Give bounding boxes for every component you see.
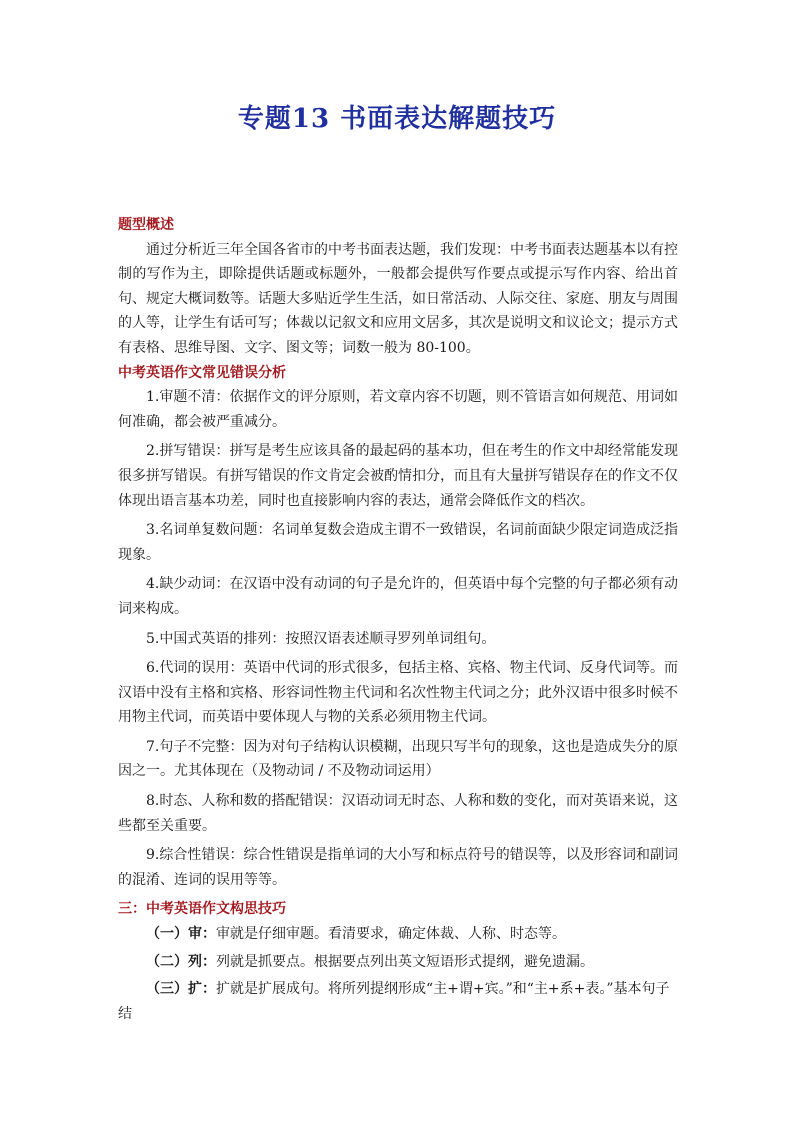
technique-label: （二）列：: [146, 953, 216, 970]
technique-item: [118, 922, 678, 947]
technique-label: （一）审：: [146, 926, 216, 943]
section-heading-errors: 中考英语作文常见错误分析: [118, 364, 286, 381]
overview-paragraph: 通过分析近三年全国各省市的中考书面表达题，我们发现：中考书面表达题基本以有控制的写作为主，即除提供话题或标题外，一般都会提供写作要点或提示写作内容、给出首句、规定大概词数等。话题大多贴近学生生活，如日常活动、人际交往、家庭、朋友与周围的人等，让学生有话可写；体裁以记叙文和应用文居多，其次是说明文和议论文；提示方式有表格、思维导图、文字、图文等；词数一般为 80-100。: [118, 241, 678, 356]
error-item: 3.名词单复数问题：名词单复数会造成主谓不一致错误，名词前面缺少限定词造成泛指现象。: [118, 522, 678, 563]
section-heading-overview: 题型概述: [118, 217, 174, 233]
section-heading-techniques: 三：中考英语作文构思技巧: [118, 901, 286, 918]
technique-item: [118, 977, 678, 1026]
error-item: 5.中国式英语的排列：按照汉语表述顺寻罗列单词组句。: [146, 630, 496, 647]
error-item: 4.缺少动词：在汉语中没有动词的句子是允许的，但英语中每个完整的句子都必须有动词来构成。: [118, 576, 678, 617]
technique-label: （三）扩：: [146, 981, 216, 998]
error-item: 1.审题不清：依据作文的评分原则，若文章内容不切题，则不管语言如何规范、用词如何准确，都会被严重减分。: [118, 389, 678, 430]
technique-text: 扩就是扩展成句。将所列提纲形成“主+谓+宾。”和“主+系+表。”基本句子结: [118, 981, 670, 1022]
technique-item: [118, 950, 678, 975]
error-item: 7.句子不完整：因为对句子结构认识模糊，出现只写半句的现象，这也是造成失分的原因之一。尤其体现在（及物动词 / 不及物动词运用）: [118, 738, 678, 780]
error-item: 9.综合性错误：综合性错误是指单词的大小写和标点符号的错误等，以及形容词和副词的混淆、连词的误用等等。: [118, 847, 678, 888]
error-item: 8.时态、人称和数的搭配错误：汉语动词无时态、人称和数的变化，而对英语来说，这些都至关重要。: [118, 793, 678, 834]
page-title: 专题13 书面表达解题技巧: [237, 104, 557, 134]
error-item: 2.拼写错误：拼写是考生应该具备的最起码的基本功，但在考生的作文中却经常能发现很多拼写错误。有拼写错误的作文肯定会被酌情扣分，而且有大量拼写错误存在的作文不仅体现出语言基本功差，同时也直接影响内容的表达，通常会降低作文的档次。: [118, 443, 678, 509]
technique-text: 审就是仔细审题。看清要求，确定体裁、人称、时态等。: [216, 926, 566, 943]
document-body: [118, 213, 678, 1029]
error-item: 6.代词的误用：英语中代词的形式很多，包括主格、宾格、物主代词、反身代词等。而汉语中没有主格和宾格、形容词性物主代词和名次性物主代词之分；此外汉语中很多时候不用物主代词，而英语中要体现人与物的关系必须用物主代词。: [118, 660, 678, 726]
technique-text: 列就是抓要点。根据要点列出英文短语形式提纲，避免遗漏。: [216, 953, 594, 970]
